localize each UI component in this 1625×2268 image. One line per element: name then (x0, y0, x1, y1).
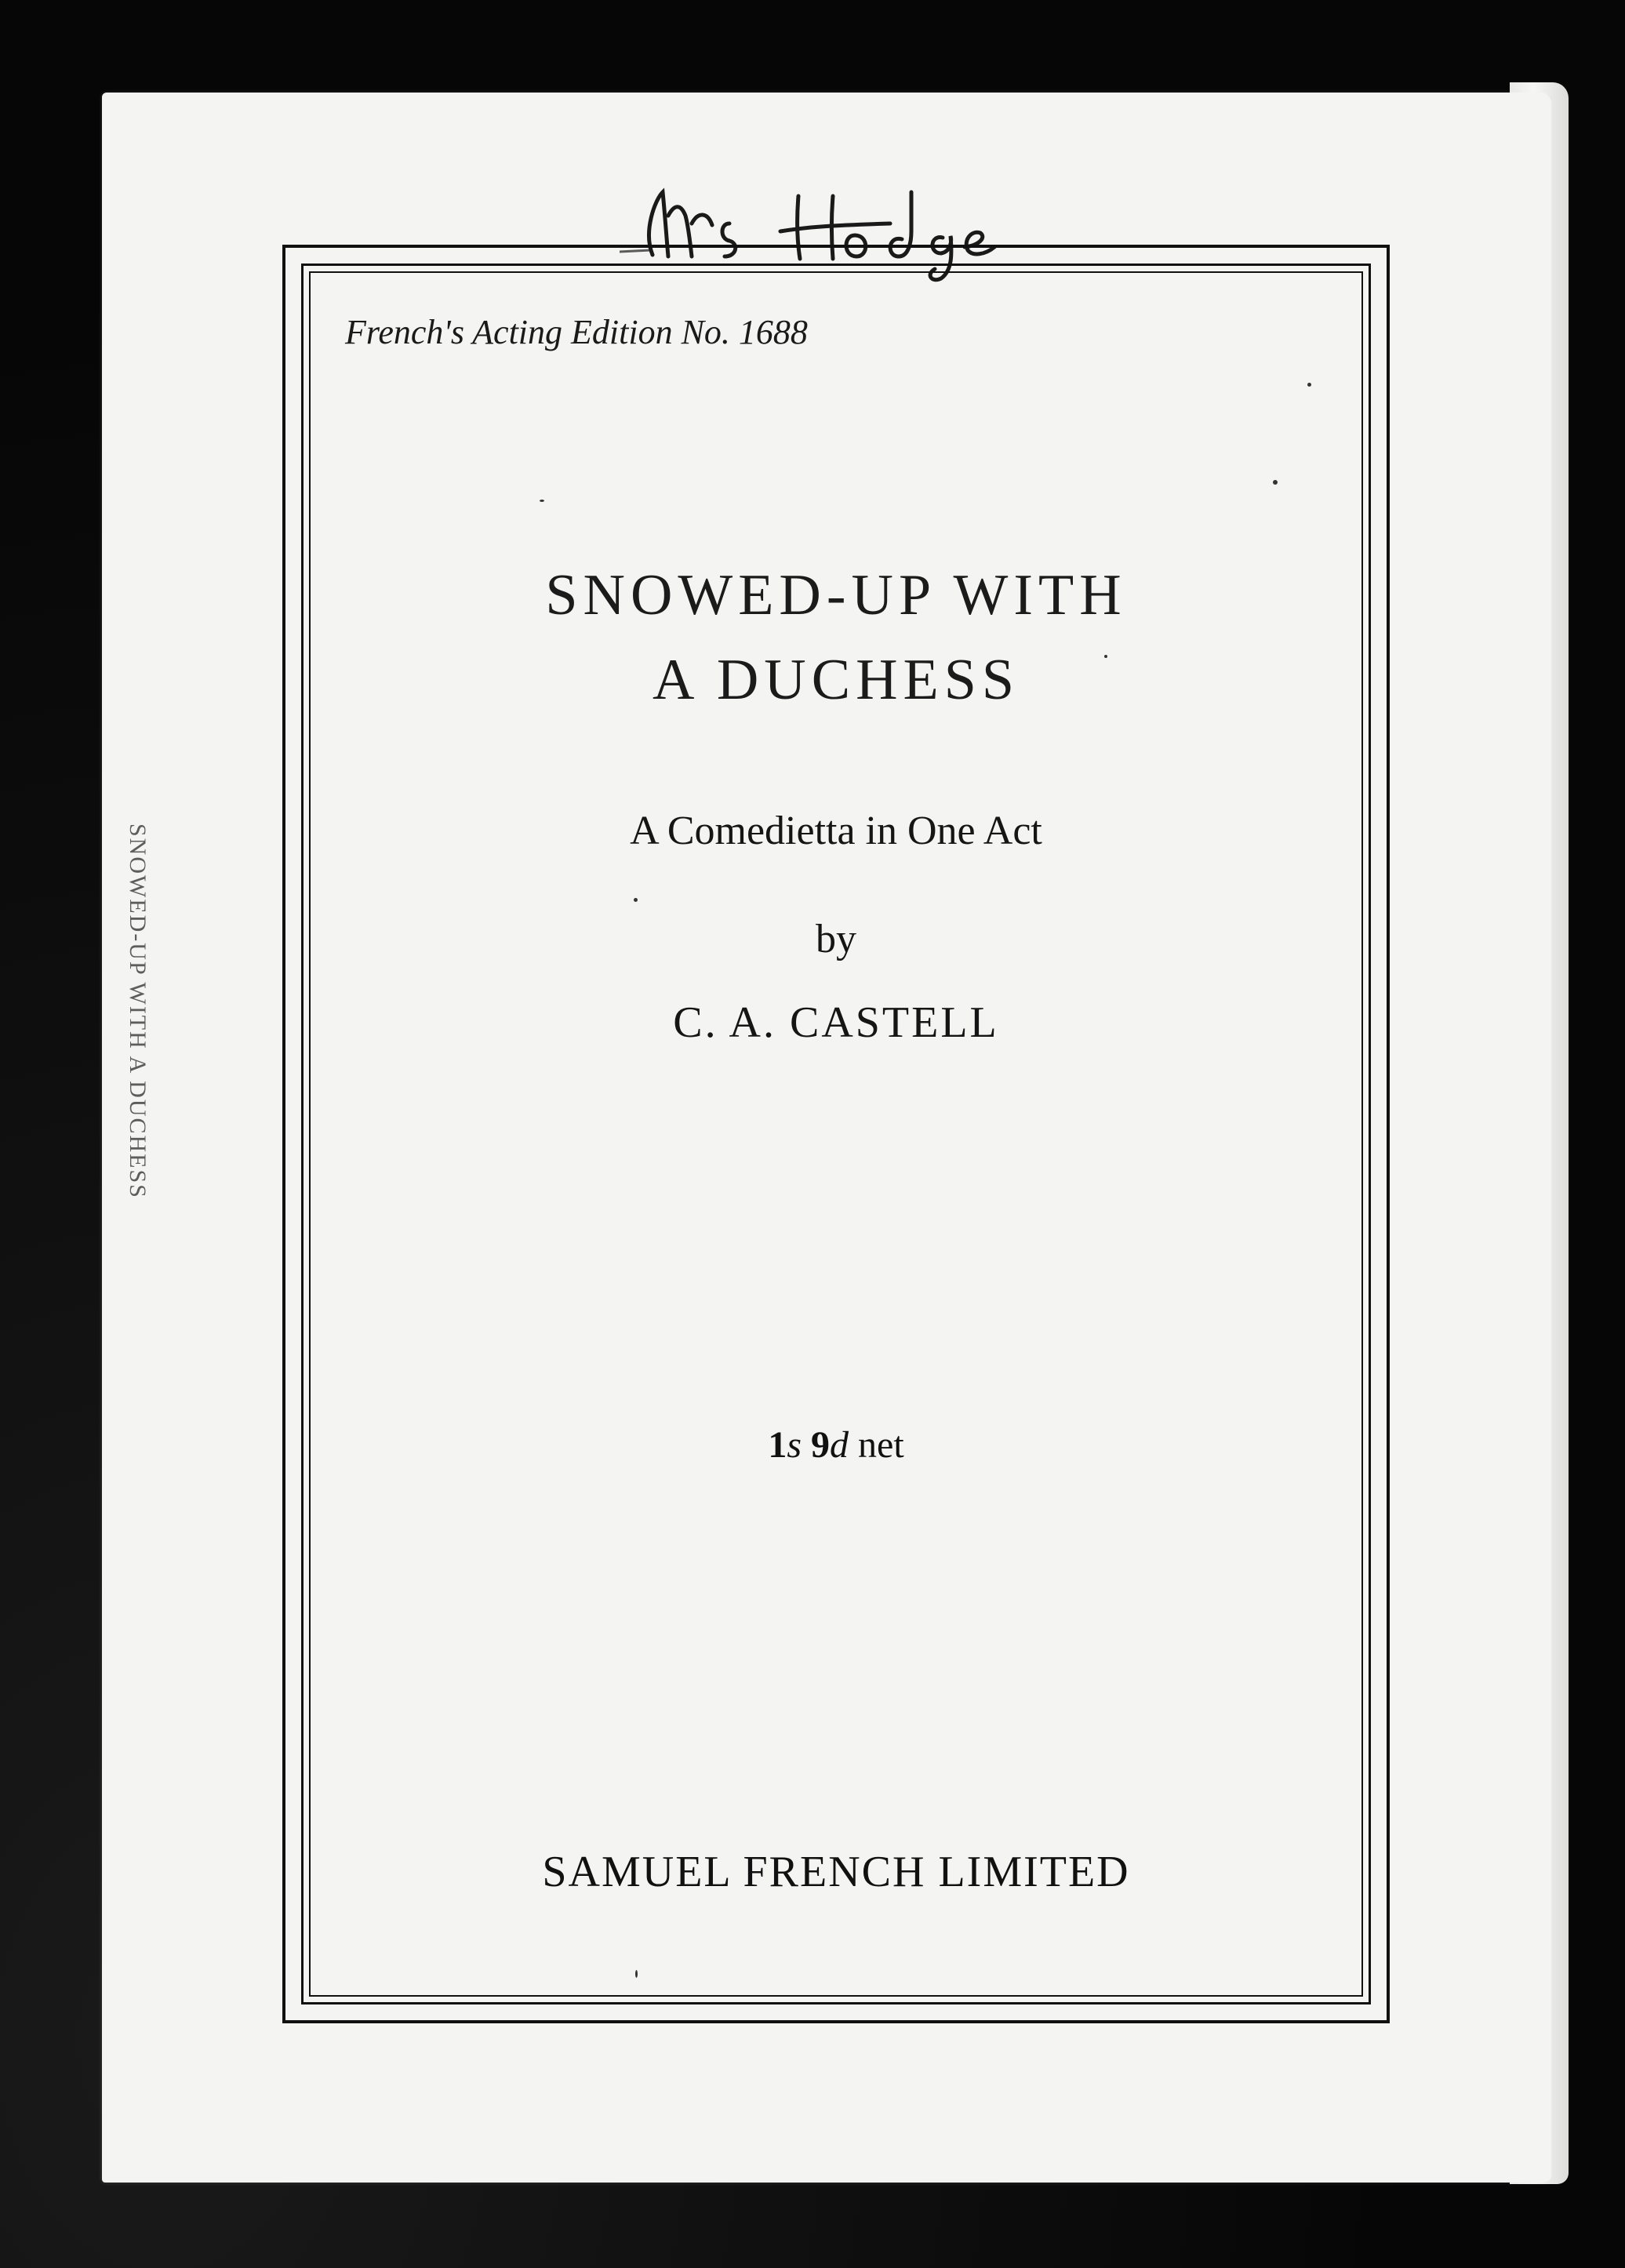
price-shillings-unit: s (787, 1424, 802, 1466)
subtitle: A Comedietta in One Act (630, 809, 1042, 853)
cover-frame-inner (309, 271, 1363, 1997)
edition-line: French's Acting Edition No. 1688 (345, 313, 808, 351)
price-pence-unit: d (830, 1424, 849, 1466)
spine-title: SNOWED-UP WITH A DUCHESS (125, 823, 151, 1199)
dust-speck (1273, 480, 1278, 485)
title-line-1: SNOWED-UP WITH (545, 563, 1127, 627)
price (309, 1423, 1363, 1467)
dust-speck (634, 898, 638, 902)
publisher: SAMUEL FRENCH LIMITED (542, 1848, 1130, 1896)
spine (110, 823, 157, 1388)
price-pence: 9 (811, 1424, 831, 1466)
dust-speck (635, 1970, 638, 1978)
dust-speck (540, 500, 544, 502)
price-suffix: net (858, 1424, 904, 1466)
dust-speck (1104, 655, 1107, 658)
title-line-2: A DUCHESS (652, 648, 1020, 712)
dust-speck (1307, 383, 1311, 387)
by-line: by (816, 917, 856, 961)
author-name: C. A. CASTELL (673, 998, 999, 1047)
price-shillings: 1 (768, 1424, 787, 1466)
